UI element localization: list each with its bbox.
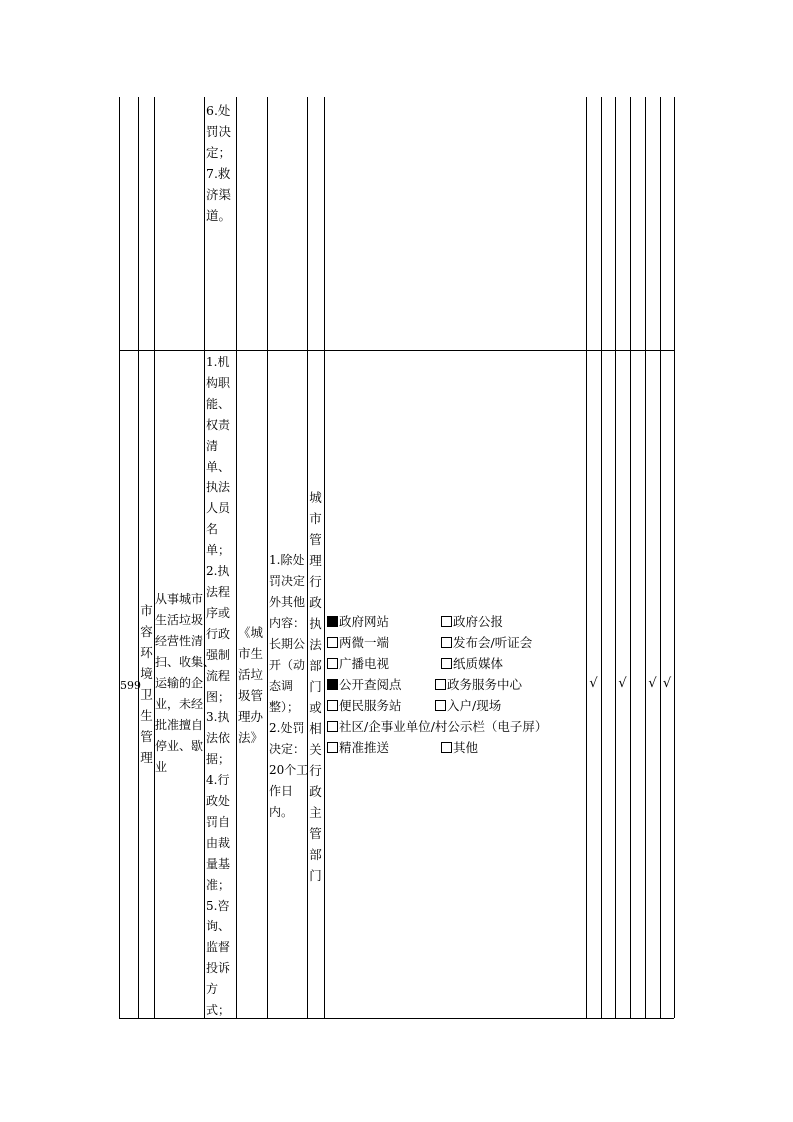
channel-label: 其他	[453, 740, 479, 755]
check-mark: √	[618, 676, 627, 691]
col-rule-1	[119, 97, 120, 1018]
text-line: 济渠	[206, 187, 232, 202]
text-line: 决定：	[269, 742, 306, 756]
channel-option	[441, 654, 503, 674]
checkbox-checked-icon	[327, 616, 338, 627]
category-cell	[139, 600, 154, 768]
col-rule-3	[154, 97, 155, 1018]
text-line: 活垃	[238, 667, 264, 682]
check-mark: √	[589, 676, 598, 691]
channel-option	[327, 633, 389, 653]
col-rule-8	[324, 97, 325, 1018]
channel-option	[327, 738, 389, 758]
text-line: 业	[155, 760, 168, 774]
channel-option	[435, 675, 522, 695]
text-line: 法程	[206, 584, 231, 599]
text-line: 理办	[238, 709, 264, 724]
text-line: 据；	[206, 752, 231, 767]
text-line: 2.执	[206, 564, 230, 579]
text-line: 外其他	[269, 595, 306, 609]
subject-char: 行	[309, 763, 322, 778]
subject-char: 行	[309, 574, 322, 589]
subject-char: 主	[309, 805, 322, 820]
text-line: 作日	[269, 784, 294, 798]
text-line: 清	[206, 438, 219, 453]
col-rule-15	[674, 97, 675, 1018]
col-rule-9	[586, 97, 587, 1018]
channel-option	[435, 696, 501, 716]
text-line: 法依	[206, 731, 231, 746]
checkbox-unchecked-icon	[441, 616, 452, 627]
text-line: 5.咨	[206, 898, 230, 913]
text-line: 序或	[206, 605, 231, 620]
category-char: 市	[140, 603, 153, 618]
text-line: 从事城市	[155, 592, 204, 606]
text-line: 由裁	[206, 835, 231, 850]
subject-char: 执	[309, 616, 322, 631]
text-line: 强制	[206, 647, 231, 662]
col-rule-11	[615, 97, 616, 1018]
channel-option	[327, 612, 389, 632]
text-line: 4.行	[206, 773, 230, 788]
text-line: 1.除处	[269, 553, 305, 567]
text-line: 市生	[238, 646, 264, 661]
col-rule-12	[630, 97, 631, 1018]
matter-cell	[155, 589, 216, 778]
subject-char: 或	[309, 700, 322, 715]
text-line: 罚决	[206, 124, 232, 139]
text-line: 量基	[206, 856, 231, 871]
text-line: 长期公	[269, 637, 306, 651]
check-mark: √	[662, 676, 672, 691]
basis-cell	[238, 622, 268, 748]
category-char: 卫	[140, 687, 153, 702]
channel-option	[441, 633, 532, 653]
col-rule-14	[660, 97, 661, 1018]
subject-char: 政	[309, 595, 322, 610]
col-rule-6	[267, 97, 268, 1018]
subject-char: 相	[309, 721, 322, 736]
checkbox-unchecked-icon	[441, 658, 452, 669]
checkbox-unchecked-icon	[435, 700, 446, 711]
content-cell	[206, 352, 236, 1021]
text-line: 流程	[206, 668, 231, 683]
text-line: 道。	[206, 208, 232, 223]
channel-label: 社区/企事业单位/村公示栏（电子屏）	[339, 719, 548, 734]
table-bottom-rule	[119, 1018, 674, 1019]
check-mark: √	[648, 676, 657, 691]
subject-char: 理	[309, 553, 322, 568]
text-line: 运输的企	[155, 676, 204, 690]
row-divider	[119, 350, 674, 351]
channel-label: 便民服务站	[339, 698, 402, 713]
text-line: 罚自	[206, 814, 231, 829]
channel-option	[441, 612, 503, 632]
checkbox-unchecked-icon	[327, 637, 338, 648]
channel-label: 公开查阅点	[339, 677, 402, 692]
text-line: 3.执	[206, 710, 230, 725]
subject-char: 关	[309, 742, 322, 757]
subject-char: 门	[309, 679, 322, 694]
text-line: 政处	[206, 794, 231, 809]
text-line: 生活垃圾	[155, 613, 204, 627]
text-line: 态调	[269, 679, 294, 693]
text-line: 批准擅自	[155, 718, 204, 732]
col-rule-10	[601, 97, 602, 1018]
text-line: 方	[206, 982, 219, 997]
text-line: 单、	[206, 459, 231, 474]
text-line: 执法	[206, 480, 231, 495]
text-line: 整）；	[269, 700, 300, 714]
checkbox-unchecked-icon	[327, 721, 338, 732]
channel-option	[441, 738, 478, 758]
channel-label: 政府网站	[339, 614, 390, 629]
subject-char: 政	[309, 784, 322, 799]
channel-label: 广播电视	[339, 656, 390, 671]
text-line: 2.处罚	[269, 721, 305, 735]
text-line: 式；	[206, 1003, 231, 1018]
checkbox-checked-icon	[327, 679, 338, 690]
channel-label: 发布会/听证会	[453, 635, 533, 650]
text-line: 行政	[206, 626, 231, 641]
checkbox-unchecked-icon	[435, 679, 446, 690]
text-line: 扫、收集、	[155, 655, 216, 669]
subject-char: 城	[309, 490, 322, 505]
channel-label: 两微一端	[339, 635, 390, 650]
text-line: 定；	[206, 145, 232, 160]
text-line: 单；	[206, 543, 231, 558]
text-line: 构职	[206, 375, 231, 390]
text-line: 准；	[206, 877, 231, 892]
category-char: 境	[140, 666, 153, 681]
channel-label: 政务服务中心	[447, 677, 523, 692]
subject-char: 门	[309, 868, 322, 883]
text-line: 图；	[206, 689, 231, 704]
text-line: 法》	[238, 730, 264, 745]
subject-char: 部	[309, 658, 322, 673]
category-char: 生	[140, 708, 153, 723]
text-line: 20个工	[269, 763, 309, 777]
subject-char: 管	[309, 532, 322, 547]
text-line: 业，未经	[155, 697, 204, 711]
row-number: 599	[120, 679, 141, 692]
checkbox-unchecked-icon	[327, 700, 338, 711]
text-line: 开（动	[269, 658, 306, 672]
category-char: 理	[140, 750, 153, 765]
subject-char: 管	[309, 826, 322, 841]
channel-label: 入户/现场	[447, 698, 502, 713]
subject-cell	[307, 487, 324, 886]
channel-label: 政府公报	[453, 614, 504, 629]
text-line: 停业、歇	[155, 739, 204, 753]
time-limit-cell	[269, 550, 307, 823]
top-row-content-cell	[206, 100, 236, 226]
col-rule-4	[204, 97, 205, 1018]
text-line: 内容：	[269, 616, 306, 630]
text-line: 监督	[206, 940, 231, 955]
subject-char: 市	[309, 511, 322, 526]
subject-char: 部	[309, 847, 322, 862]
channel-option	[327, 696, 402, 716]
text-line: 投诉	[206, 961, 231, 976]
text-line: 圾管	[238, 688, 264, 703]
checkbox-unchecked-icon	[327, 658, 338, 669]
text-line: 6.处	[206, 103, 231, 118]
channel-option	[327, 717, 547, 737]
category-char: 管	[140, 729, 153, 744]
text-line: 《城	[238, 625, 264, 640]
text-line: 内。	[269, 805, 294, 819]
checkbox-unchecked-icon	[327, 742, 338, 753]
text-line: 人员	[206, 501, 231, 516]
subject-char: 法	[309, 637, 322, 652]
checkbox-unchecked-icon	[441, 742, 452, 753]
col-rule-5	[236, 97, 237, 1018]
text-line: 罚决定	[269, 574, 306, 588]
text-line: 7.救	[206, 166, 231, 181]
channel-label: 精准推送	[339, 740, 390, 755]
col-rule-2	[138, 97, 139, 1018]
category-char: 环	[140, 645, 153, 660]
checkbox-unchecked-icon	[441, 637, 452, 648]
channel-option	[327, 675, 402, 695]
text-line: 询、	[206, 919, 231, 934]
col-rule-13	[645, 97, 646, 1018]
category-char: 容	[140, 624, 153, 639]
text-line: 名	[206, 522, 219, 537]
text-line: 经营性清	[155, 634, 204, 648]
channel-option	[327, 654, 389, 674]
text-line: 1.机	[206, 355, 230, 369]
text-line: 能、	[206, 396, 231, 411]
text-line: 权责	[206, 417, 231, 432]
channel-label: 纸质媒体	[453, 656, 504, 671]
